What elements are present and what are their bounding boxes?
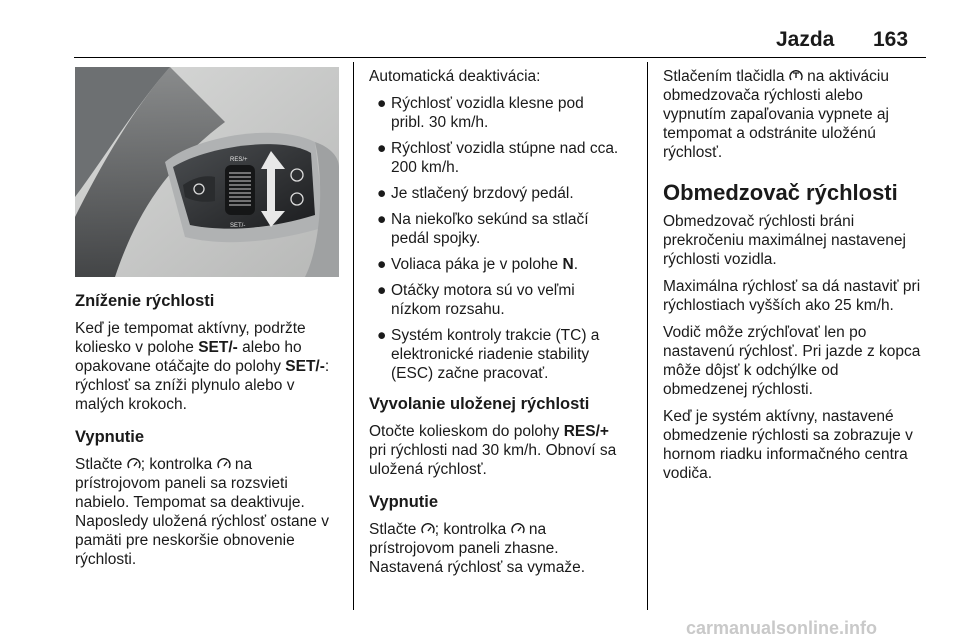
paragraph-limiter-1: Obmedzovač rýchlosti bráni prekročeniu maximálnej nastavenej rýchlosti vozidla. [663,213,906,268]
column-1 [75,292,347,577]
heading-recall-speed: Vyvolanie uloženej rýchlosti [369,395,590,413]
cruise-control-icon [421,523,435,535]
column-2 [369,67,641,585]
paragraph-switch-off-2: Stlačte ; kontrolka na prístrojovom paneli zhasne. Nastavená rýchlosť sa vymaže. [369,521,586,576]
list-item: ● Systém kontroly trakcie (TC) a elektronické riadenie stability (ESC) začne pracovať. [377,327,600,382]
paragraph-limiter-2: Maximálna rýchlosť sa dá nastaviť pri rýchlostiach vyšších ako 25 km/h. [663,278,921,314]
paragraph-recall-speed: Otočte kolieskom do polohy RES/+ pri rýchlosti nad 30 km/h. Obnoví sa uložená rýchlosť. [369,423,617,478]
paragraph-limiter-activation: Stlačením tlačidla na aktiváciu obmedzovača rýchlosti alebo vypnutím zapaľovania vypnete aj tempomat a odstránite uložénú rýchlosť. [663,68,889,161]
column-divider-2 [647,62,648,610]
paragraph-switch-off: Stlačte ; kontrolka na prístrojovom paneli sa rozsvieti nabielo. Tempomat sa deaktivuje. Naposledy uložená rýchlosť ostane v pamäti pre neskoršie obnovenie rýchlosti. [75,456,329,568]
heading-switch-off: Vypnutie [75,428,145,446]
page-number: 163 [873,28,909,51]
chapter-title: Jazda [776,28,835,51]
list-item: ● Otáčky motora sú vo veľmi nízkom rozsahu. [377,282,575,318]
column-3 [663,67,928,491]
column-divider-1 [353,62,354,610]
heading-speed-reduction: Zníženie rýchlosti [75,292,215,310]
photo-label-set: SET/- [230,223,246,229]
heading-speed-limiter: Obmedzovač rýchlosti [663,180,898,205]
cruise-control-icon [511,523,525,535]
steering-wheel-photo [75,67,339,277]
list-item: ● Na niekoľko sekúnd sa stlačí pedál spojky. [377,211,589,247]
cruise-control-icon [217,458,231,470]
cruise-control-icon [127,458,141,470]
deactivation-list [369,94,641,383]
list-item: ● Rýchlosť vozidla stúpne nad cca. 200 km/h. [377,140,619,176]
photo-label-res: RES/+ [230,157,248,163]
auto-deactivation-intro: Automatická deaktivácia: [369,68,541,85]
paragraph-speed-reduction: Keď je tempomat aktívny, podržte koliesko v polohe SET/- alebo ho opakovane otáčajte do polohy SET/-: rýchlosť sa zníži plynulo alebo v malých krokoch. [75,320,330,413]
paragraph-limiter-3: Vodič môže zrýchľovať len po nastavenú rýchlosť. Pri jazde z kopca môže dôjsť k odchýlke od obmedzenej rýchlosti. [663,324,921,398]
paragraph-limiter-4: Keď je systém aktívny, nastavené obmedzenie rýchlosti sa zobrazuje v hornom riadku informačného centra vodiča. [663,408,913,482]
speed-limiter-icon [789,70,803,82]
list-item: ● Je stlačený brzdový pedál. [377,185,574,202]
heading-switch-off-2: Vypnutie [369,493,439,511]
watermark: carmanualsonline.info [686,618,878,638]
header-rule [74,57,926,58]
list-item: ● Voliaca páka je v polohe N. [377,256,578,273]
list-item: ● Rýchlosť vozidla klesne pod pribl. 30 km/h. [377,95,584,131]
